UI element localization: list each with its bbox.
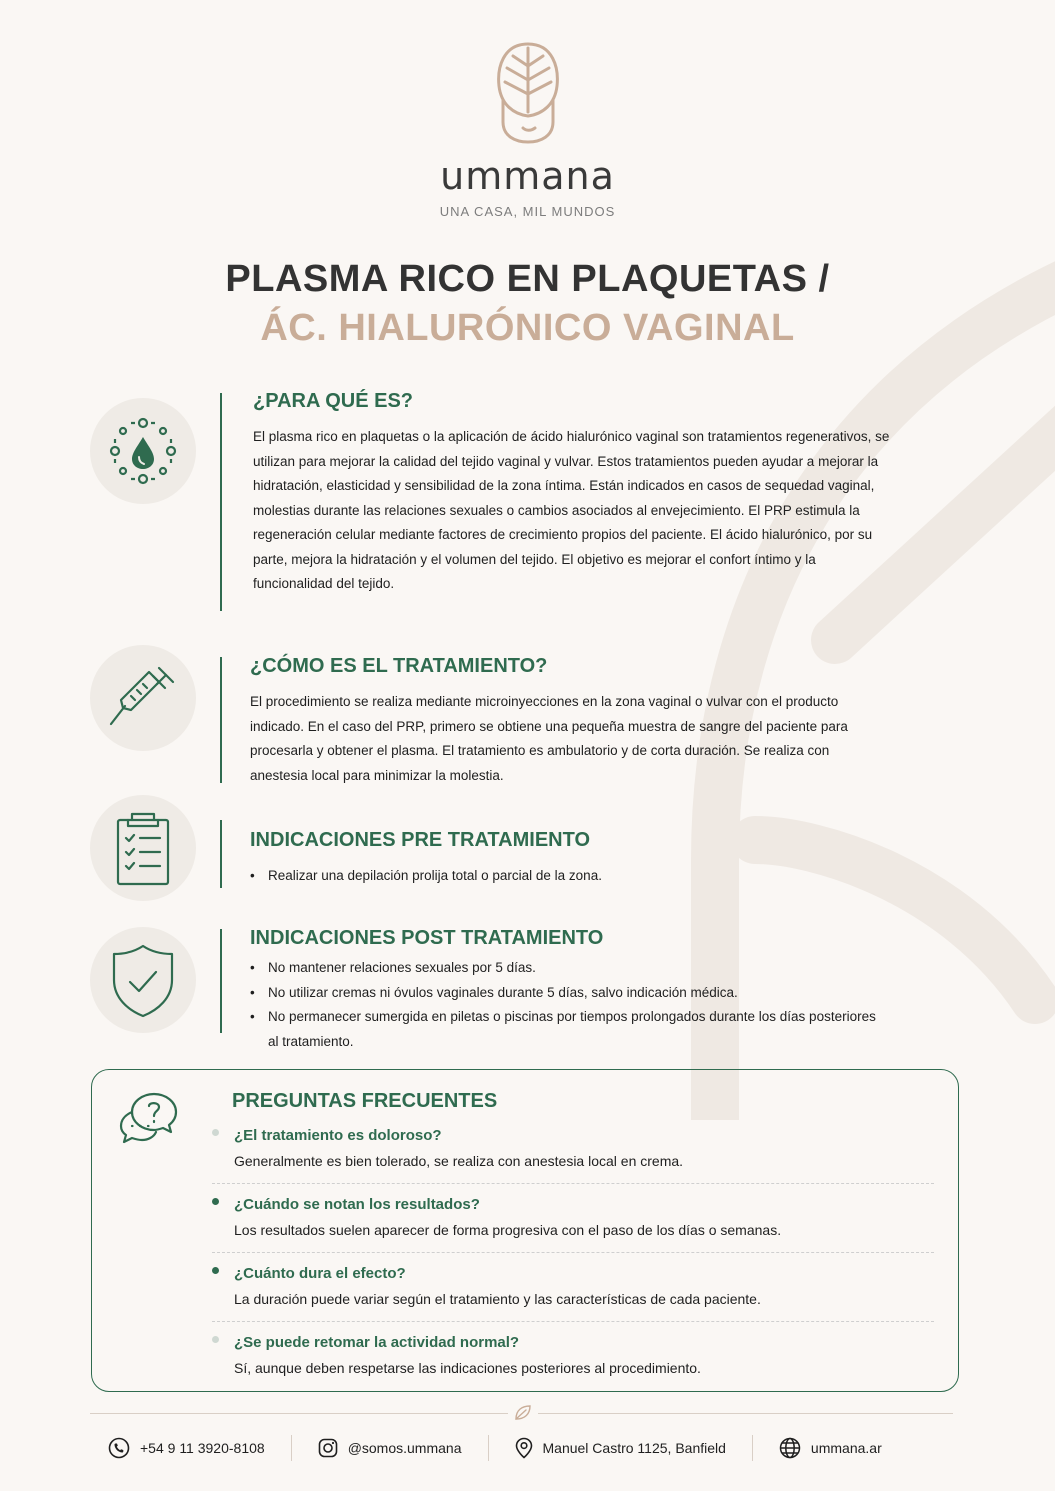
brand-tagline: UNA CASA, MIL MUNDOS [439, 204, 616, 219]
section-text: El procedimiento se realiza mediante microinyecciones en la zona vaginal o vulvar con el producto indicado. En el caso del PRP, primero se obtiene una pequeña muestra de sangre del paciente para procesarla y obtener el plasma. El tratamiento es ambulatorio y de corta duración. Se realiza con anestesia local para minimizar la molestia. [250, 694, 848, 783]
faq-title: PREGUNTAS FRECUENTES [232, 1090, 498, 1112]
footer-address[interactable] [515, 1437, 726, 1459]
post-list [250, 956, 890, 1054]
page-title [0, 258, 1055, 350]
faq-bullet-icon [212, 1336, 219, 1343]
faq-question: ¿El tratamiento es doloroso? [234, 1127, 442, 1144]
section-icon-wrap [90, 645, 196, 751]
faq-item [212, 1263, 934, 1322]
leaf-divider-icon [508, 1403, 538, 1423]
clipboard-icon [108, 808, 178, 888]
faq-box [91, 1069, 959, 1392]
footer-contact [108, 1435, 948, 1461]
section-icon-wrap [90, 398, 196, 504]
list-item: • No mantener relaciones sexuales por 5 días. [250, 956, 890, 981]
list-item: • No permanecer sumergida en piletas o piscinas por tiempos prolongados durante los días posteriores al tratamiento. [250, 1005, 890, 1054]
drop-circle-icon [103, 411, 183, 491]
section-divider [220, 657, 222, 783]
section-text: El plasma rico en plaquetas o la aplicación de ácido hialurónico vaginal son tratamientos regenerativos, se utilizan para mejorar la calidad del tejido vaginal y vulvar. Estos tratamientos pueden ayudar a mejorar la hidratación, elasticidad y sensibilidad de la zona íntima. Están indicados en casos de sequedad vaginal, molestias durante las relaciones sexuales o cambios asociados al envejecimiento. El PRP estimula la regeneración celular mediante factores de crecimiento propios del paciente. El ácido hialurónico, por su parte, mejora la hidratación y el volumen del tejido. El objetivo es mejorar el confort íntimo y la funcionalidad del tejido. [253, 429, 890, 591]
footer-web[interactable] [779, 1437, 882, 1459]
faq-answer: Generalmente es bien tolerado, se realiza con anestesia local en crema. [234, 1153, 684, 1169]
faq-item [212, 1332, 934, 1390]
section-content [250, 655, 890, 788]
section-heading: ¿PARA QUÉ ES? [253, 390, 414, 412]
faq-item [212, 1194, 934, 1253]
faq-answer: Los resultados suelen aparecer de forma progresiva con el paso de los días o semanas. [234, 1222, 782, 1238]
web-text: ummana.ar [810, 1440, 882, 1456]
location-pin-icon [515, 1437, 533, 1459]
section-content [250, 829, 890, 889]
section-divider [220, 929, 222, 1033]
faq-question: ¿Cuándo se notan los resultados? [234, 1196, 480, 1213]
section-para-que [90, 390, 910, 620]
section-content [250, 927, 890, 1054]
title-line-1: PLASMA RICO EN PLAQUETAS / [225, 258, 830, 300]
footer-instagram[interactable] [318, 1438, 462, 1458]
phone-icon [108, 1437, 130, 1459]
footer-separator [752, 1435, 753, 1461]
footer-separator [291, 1435, 292, 1461]
faq-bullet-icon [212, 1267, 219, 1274]
section-icon-wrap [90, 795, 196, 901]
faq-answer: La duración puede variar según el tratamiento y las características de cada paciente. [234, 1291, 761, 1307]
faq-bullet-icon [212, 1129, 219, 1136]
brand-name: ummana [440, 154, 615, 198]
title-line-2: ÁC. HIALURÓNICO VAGINAL [260, 307, 795, 349]
footer-phone[interactable] [108, 1437, 265, 1459]
list-item: • No utilizar cremas ni óvulos vaginales durante 5 días, salvo indicación médica. [250, 981, 890, 1006]
section-heading: ¿CÓMO ES EL TRATAMIENTO? [250, 655, 548, 677]
faq-question: ¿Se puede retomar la actividad normal? [234, 1334, 520, 1351]
faq-list [212, 1125, 934, 1400]
faq-answer: Sí, aunque deben respetarse las indicaciones posteriores al procedimiento. [234, 1360, 701, 1376]
section-heading: INDICACIONES PRE TRATAMIENTO [250, 829, 591, 851]
section-divider [220, 393, 222, 611]
footer-separator [488, 1435, 489, 1461]
brand-logo [0, 40, 1055, 219]
phone-text: +54 9 11 3920-8108 [140, 1440, 265, 1456]
syringe-icon [103, 658, 183, 738]
ummana-leaf-face-icon [493, 40, 563, 146]
list-item: • Realizar una depilación prolija total o parcial de la zona. [250, 864, 890, 889]
instagram-text: @somos.ummana [347, 1440, 462, 1456]
section-content [250, 390, 890, 597]
shield-check-icon [108, 940, 178, 1020]
section-como-es [90, 645, 910, 785]
globe-icon [779, 1437, 801, 1459]
address-text: Manuel Castro 1125, Banfield [542, 1440, 726, 1456]
section-icon-wrap [90, 927, 196, 1033]
section-divider [220, 820, 222, 888]
chat-question-icon [118, 1090, 180, 1146]
section-pre [90, 795, 910, 901]
faq-bullet-icon [212, 1198, 219, 1205]
pre-list [250, 864, 890, 889]
section-heading: INDICACIONES POST TRATAMIENTO [250, 927, 604, 949]
faq-item [212, 1125, 934, 1184]
faq-question: ¿Cuánto dura el efecto? [234, 1265, 406, 1282]
instagram-icon [318, 1438, 338, 1458]
section-post [90, 927, 910, 1057]
